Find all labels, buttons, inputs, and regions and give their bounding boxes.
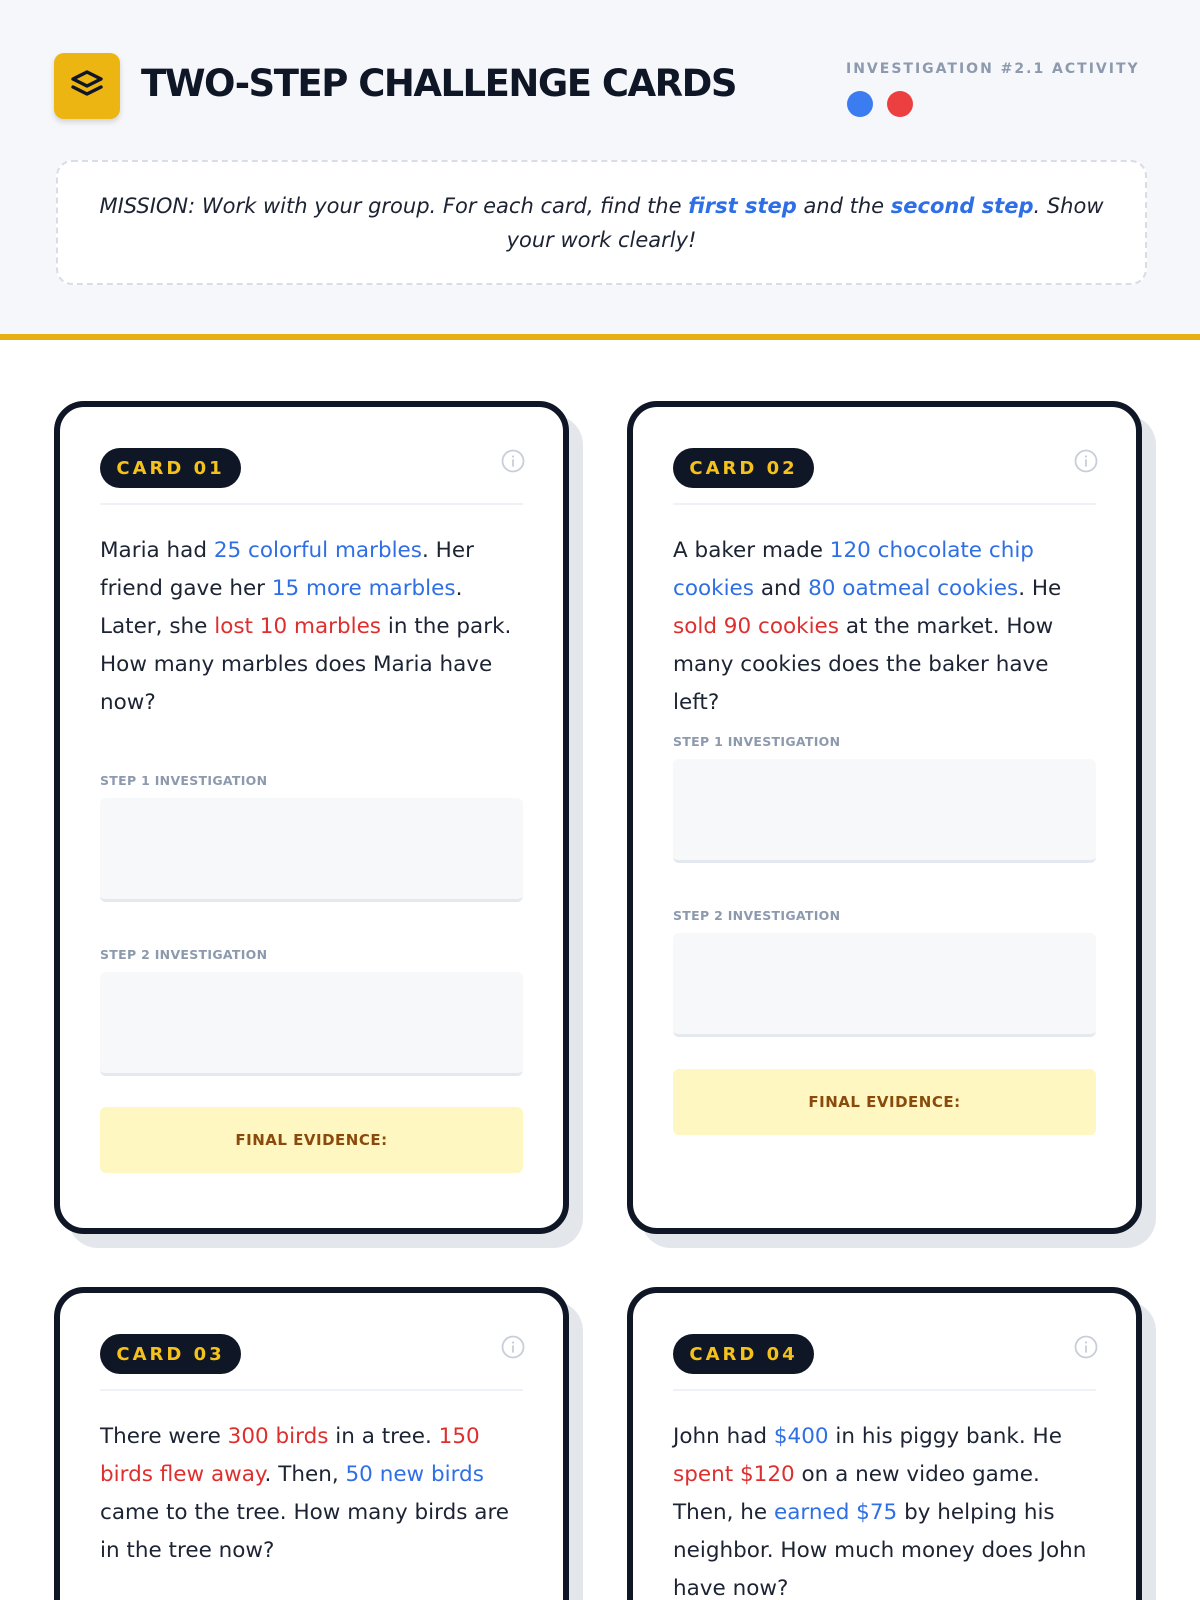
- step1-label: STEP 1 INVESTIGATION: [100, 773, 268, 788]
- activity-label: INVESTIGATION #2.1 ACTIVITY: [846, 61, 1140, 77]
- card-divider: [673, 503, 1096, 505]
- info-icon[interactable]: [501, 1335, 525, 1359]
- highlighted-quantity: spent $120: [673, 1462, 795, 1487]
- problem-text-segment: in the park. How many marbles does Maria have now?: [100, 614, 512, 715]
- mission-highlight: first step: [688, 193, 797, 218]
- step1-answer-box[interactable]: [673, 759, 1096, 863]
- step2-label: STEP 2 INVESTIGATION: [100, 947, 268, 962]
- info-icon[interactable]: [501, 449, 525, 473]
- step2-answer-box[interactable]: [673, 933, 1096, 1037]
- step1-label: STEP 1 INVESTIGATION: [673, 734, 841, 749]
- card-divider: [673, 1389, 1096, 1391]
- highlighted-quantity: 150 birds flew away: [100, 1424, 480, 1487]
- final-evidence-box[interactable]: FINAL EVIDENCE:: [673, 1069, 1096, 1135]
- problem-text: [100, 1418, 527, 1570]
- card-badge: CARD 03: [100, 1334, 241, 1374]
- step1-answer-box[interactable]: [100, 798, 523, 902]
- problem-text: [673, 1418, 1100, 1600]
- challenge-card: [54, 1287, 569, 1600]
- step2-answer-box[interactable]: [100, 972, 523, 1076]
- final-evidence-box[interactable]: FINAL EVIDENCE:: [100, 1107, 523, 1173]
- info-icon[interactable]: [1074, 449, 1098, 473]
- mission-text-part: . Show your work clearly!: [506, 193, 1104, 252]
- problem-text-segment: on a new video game. Then, he: [673, 1462, 1040, 1525]
- card-divider: [100, 1389, 523, 1391]
- mission-text: [88, 189, 1115, 257]
- highlighted-quantity: lost 10 marbles: [214, 614, 382, 639]
- highlighted-quantity: $400: [773, 1424, 829, 1449]
- mission-text-part: MISSION: Work with your group. For each card, find the: [99, 193, 689, 218]
- page-title: TWO-STEP CHALLENGE CARDS: [141, 62, 737, 105]
- problem-text-segment: A baker made: [673, 538, 830, 563]
- problem-text-segment: at the market. How many cookies does the baker have left?: [673, 614, 1054, 715]
- card-badge: CARD 02: [673, 448, 814, 488]
- problem-text-segment: in a tree.: [328, 1424, 439, 1449]
- problem-text-segment: John had: [673, 1424, 774, 1449]
- card-divider: [100, 503, 523, 505]
- highlighted-quantity: 25 colorful marbles: [213, 538, 422, 563]
- problem-text-segment: came to the tree. How many birds are in the tree now?: [100, 1500, 510, 1563]
- page-header: [0, 0, 1200, 340]
- highlighted-quantity: earned $75: [773, 1500, 898, 1525]
- problem-text-segment: . Her friend gave her: [100, 538, 474, 601]
- challenge-card: [627, 401, 1142, 1234]
- highlighted-quantity: 80 oatmeal cookies: [808, 576, 1019, 601]
- problem-text-segment: There were: [100, 1424, 228, 1449]
- problem-text-segment: by helping his neighbor. How much money does John have now?: [673, 1500, 1087, 1600]
- problem-text-segment: Maria had: [100, 538, 214, 563]
- highlighted-quantity: 15 more marbles: [271, 576, 456, 601]
- highlighted-quantity: 300 birds: [227, 1424, 329, 1449]
- problem-text-segment: in his piggy bank. He: [828, 1424, 1062, 1449]
- card-badge: CARD 01: [100, 448, 241, 488]
- challenge-card: [627, 1287, 1142, 1600]
- blue-dot-icon: [847, 91, 873, 117]
- highlighted-quantity: sold 90 cookies: [673, 614, 839, 639]
- mission-text-part: and the: [796, 193, 891, 218]
- problem-text-segment: . Then,: [264, 1462, 346, 1487]
- highlighted-quantity: 120 chocolate chip cookies: [673, 538, 1034, 601]
- card-badge: CARD 04: [673, 1334, 814, 1374]
- mission-highlight: second step: [890, 193, 1034, 218]
- problem-text-segment: . He: [1018, 576, 1062, 601]
- step2-label: STEP 2 INVESTIGATION: [673, 908, 841, 923]
- highlighted-quantity: 50 new birds: [345, 1462, 484, 1487]
- layers-icon: [54, 53, 120, 119]
- problem-text: [673, 532, 1100, 722]
- problem-text-segment: and: [753, 576, 809, 601]
- problem-text-segment: . Later, she: [100, 576, 463, 639]
- red-dot-icon: [887, 91, 913, 117]
- problem-text: [100, 532, 527, 722]
- challenge-card: [54, 401, 569, 1234]
- info-icon[interactable]: [1074, 1335, 1098, 1359]
- mission-box: [56, 160, 1147, 285]
